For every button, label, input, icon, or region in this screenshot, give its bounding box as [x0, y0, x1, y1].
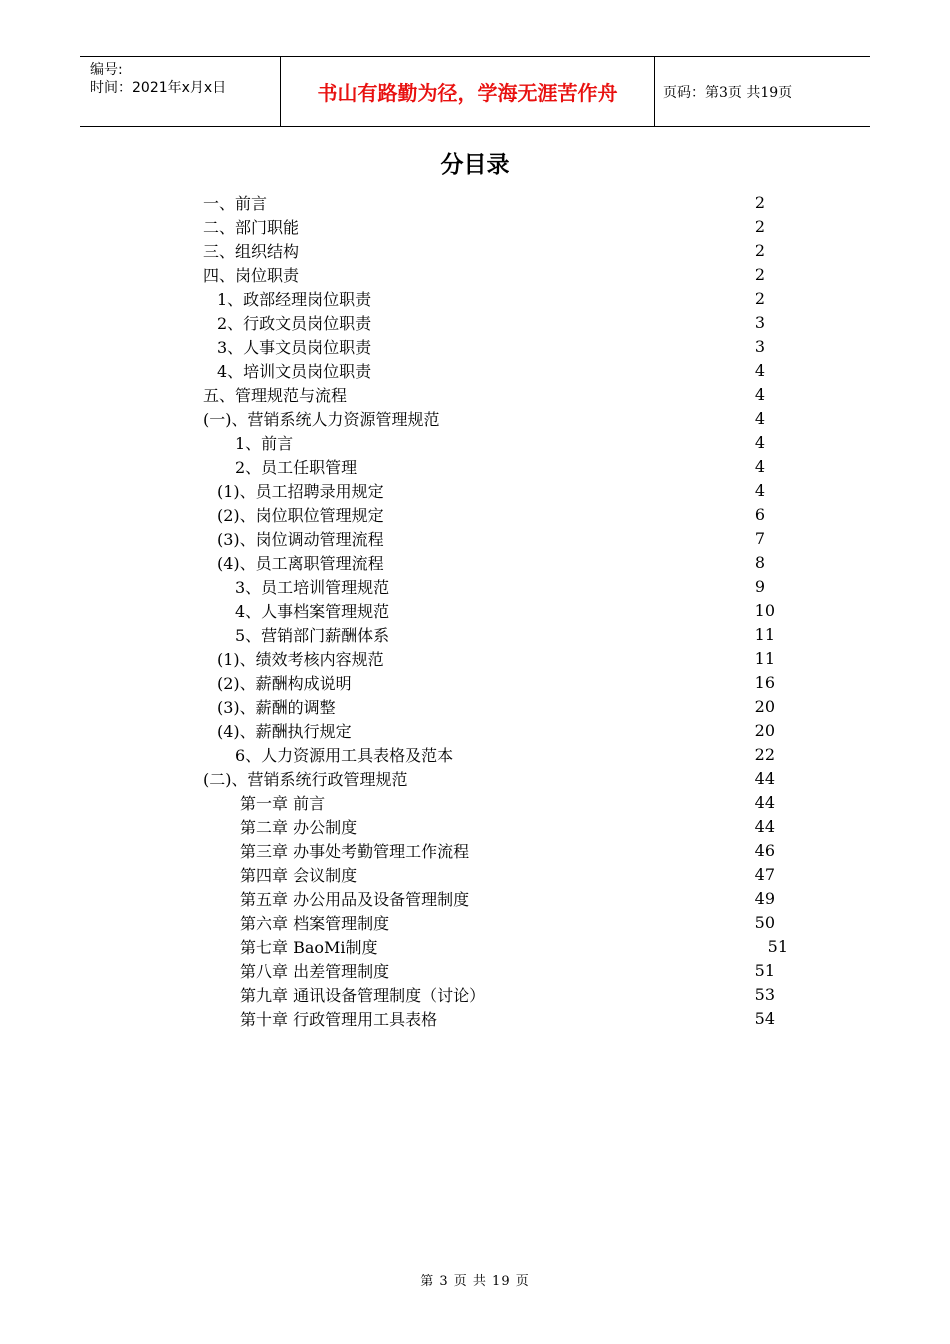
- toc-entry-page: 20: [754, 696, 775, 716]
- toc-entry-label: 1、政部经理岗位职责: [217, 289, 372, 309]
- toc-entry-page: 4: [754, 384, 765, 404]
- toc-entry-label: 第三章 办事处考勤管理工作流程: [240, 841, 470, 861]
- toc-leader-dots: [401, 502, 754, 526]
- toc-entry: [217, 358, 765, 382]
- toc-entry-page: 3: [754, 312, 765, 332]
- toc-leader-dots: [401, 550, 754, 574]
- toc-entry-label: (1)、员工招聘录用规定: [217, 481, 384, 501]
- toc-entry-page: 7: [754, 528, 765, 548]
- document-date: 时间：2021年x月x日: [90, 80, 227, 96]
- toc-leader-dots: [406, 574, 754, 598]
- toc-entry: [240, 790, 775, 814]
- toc-entry-label: 三、组织结构: [203, 241, 300, 261]
- toc-entry-page: 4: [754, 408, 765, 428]
- toc-entry: [240, 1006, 775, 1030]
- toc-entry-page: 54: [754, 1008, 775, 1028]
- toc-leader-dots: [470, 838, 754, 862]
- toc-entry-label: 第八章 出差管理制度: [240, 961, 390, 981]
- toc-entry: [235, 454, 765, 478]
- toc-entry: [235, 598, 775, 622]
- toc-leader-dots: [358, 862, 754, 886]
- toc-entry-label: 五、管理规范与流程: [203, 385, 348, 405]
- toc-entry-page: 49: [754, 888, 775, 908]
- toc-entry-page: 44: [754, 768, 775, 788]
- toc-entry-label: (一)、营销系统人力资源管理规范: [203, 409, 440, 429]
- toc-leader-dots: [369, 670, 754, 694]
- toc-entry: [240, 910, 775, 934]
- toc-leader-dots: [388, 334, 754, 358]
- toc-entry-label: 3、人事文员岗位职责: [217, 337, 372, 357]
- toc-entry: [217, 694, 775, 718]
- toc-leader-dots: [268, 190, 754, 214]
- toc-entry: [240, 814, 775, 838]
- toc-entry: [240, 934, 788, 958]
- toc-entry: [217, 646, 775, 670]
- toc-entry-label: 一、前言: [203, 193, 268, 213]
- toc-leader-dots: [300, 262, 754, 286]
- toc-leader-dots: [300, 214, 754, 238]
- toc-leader-dots: [406, 598, 753, 622]
- toc-entry-page: 53: [754, 984, 775, 1004]
- toc-entry-page: 11: [754, 624, 775, 644]
- toc-entry-label: 第六章 档案管理制度: [240, 913, 390, 933]
- toc-entry: [203, 214, 765, 238]
- toc-entry: [235, 574, 765, 598]
- toc-leader-dots: [486, 982, 754, 1006]
- toc-entry-page: 4: [754, 360, 765, 380]
- toc-entry-page: 2: [754, 216, 765, 236]
- toc-entry: [217, 550, 765, 574]
- toc-entry-label: 第十章 行政管理用工具表格: [240, 1009, 438, 1029]
- toc-entry-label: (二)、营销系统行政管理规范: [203, 769, 408, 789]
- toc-entry-page: 51: [767, 936, 788, 956]
- toc-entry-label: (4)、薪酬执行规定: [217, 721, 352, 741]
- toc-entry-label: 第九章 通讯设备管理制度（讨论）: [240, 985, 486, 1005]
- toc-leader-dots: [438, 1006, 754, 1030]
- toc-entry: [217, 286, 765, 310]
- toc-entry-page: 2: [754, 240, 765, 260]
- toc-entry: [235, 622, 775, 646]
- toc-entry-label: 6、人力资源用工具表格及范本: [235, 745, 454, 765]
- toc-leader-dots: [401, 526, 754, 550]
- toc-leader-dots: [388, 286, 754, 310]
- toc-entry-page: 8: [754, 552, 765, 572]
- toc-leader-dots: [310, 430, 754, 454]
- toc-entry-page: 16: [754, 672, 775, 692]
- page-footer: 第 3 页 共 19 页: [420, 1274, 530, 1289]
- toc-leader-dots: [388, 310, 754, 334]
- toc-leader-dots: [470, 886, 754, 910]
- toc-entry: [217, 310, 765, 334]
- toc-entry-page: 47: [754, 864, 775, 884]
- toc-entry-page: 4: [754, 432, 765, 452]
- toc-entry-page: 10: [754, 600, 775, 620]
- page-header: [80, 56, 870, 127]
- toc-entry: [217, 502, 765, 526]
- toc-entry-label: 1、前言: [235, 433, 294, 453]
- toc-entry-page: 46: [754, 840, 775, 860]
- toc-entry-label: 5、营销部门薪酬体系: [235, 625, 390, 645]
- toc-leader-dots: [401, 646, 754, 670]
- toc-entry-page: 2: [754, 192, 765, 212]
- toc-entry-label: 2、行政文员岗位职责: [217, 313, 372, 333]
- toc-entry: [217, 718, 775, 742]
- toc-entry-page: 9: [754, 576, 765, 596]
- header-page-info: 页码：第3页 共19页: [663, 84, 793, 101]
- toc-leader-dots: [369, 718, 754, 742]
- toc-entry-label: (2)、岗位职位管理规定: [217, 505, 384, 525]
- header-left: [80, 57, 281, 126]
- toc-entry: [240, 958, 775, 982]
- toc-leader-dots: [374, 454, 754, 478]
- toc-entry-page: 11: [754, 648, 775, 668]
- toc-entry: [235, 742, 775, 766]
- toc-entry-label: 4、培训文员岗位职责: [217, 361, 372, 381]
- toc-entry-label: (2)、薪酬构成说明: [217, 673, 352, 693]
- toc-entry-label: 第二章 办公制度: [240, 817, 358, 837]
- toc-leader-dots: [353, 694, 754, 718]
- header-motto: 书山有路勤为径，学海无涯苦作舟: [281, 57, 655, 126]
- toc-leader-dots: [358, 814, 754, 838]
- toc-entry-label: 第五章 办公用品及设备管理制度: [240, 889, 470, 909]
- toc-entry: [217, 670, 775, 694]
- toc-entry-page: 2: [754, 264, 765, 284]
- toc-entry: [240, 838, 775, 862]
- toc-leader-dots: [406, 622, 753, 646]
- toc-entry-page: 4: [754, 480, 765, 500]
- toc-entry-page: 50: [754, 912, 775, 932]
- toc-entry-page: 44: [754, 816, 775, 836]
- toc-entry-page: 6: [754, 504, 765, 524]
- toc-entry-label: (3)、薪酬的调整: [217, 697, 336, 717]
- toc-leader-dots: [409, 766, 754, 790]
- toc-entry: [203, 238, 765, 262]
- toc-leader-dots: [348, 382, 754, 406]
- toc-leader-dots: [300, 238, 754, 262]
- toc-entry-label: 四、岗位职责: [203, 265, 300, 285]
- toc-entry-page: 51: [754, 960, 775, 980]
- toc-entry: [217, 478, 765, 502]
- toc-entry-label: 二、部门职能: [203, 217, 300, 237]
- toc-entry-page: 22: [754, 744, 775, 764]
- toc-leader-dots: [390, 910, 754, 934]
- toc-leader-dots: [388, 358, 754, 382]
- page-title: 分目录: [440, 152, 510, 178]
- toc-entry-label: 第一章 前言: [240, 793, 326, 813]
- toc-entry-page: 2: [754, 288, 765, 308]
- toc-leader-dots: [470, 742, 753, 766]
- toc-entry-label: 4、人事档案管理规范: [235, 601, 390, 621]
- toc-entry-page: 3: [754, 336, 765, 356]
- toc-entry-page: 20: [754, 720, 775, 740]
- toc-entry-page: 44: [754, 792, 775, 812]
- toc-entry-label: (3)、岗位调动管理流程: [217, 529, 384, 549]
- toc-entry: [240, 862, 775, 886]
- toc-entry-label: 2、员工任职管理: [235, 457, 358, 477]
- toc-leader-dots: [401, 478, 754, 502]
- toc-entry: [203, 382, 765, 406]
- toc-entry-label: (4)、员工离职管理流程: [217, 553, 384, 573]
- toc-leader-dots: [390, 958, 754, 982]
- toc-entry: [203, 190, 765, 214]
- toc-entry: [240, 886, 775, 910]
- toc-leader-dots: [379, 934, 767, 958]
- toc-entry-label: 第四章 会议制度: [240, 865, 358, 885]
- toc-entry-label: (1)、绩效考核内容规范: [217, 649, 384, 669]
- toc-entry-label: 第七章 BaoMi制度: [240, 937, 378, 957]
- document-number-label: 编号:: [90, 62, 123, 78]
- toc-entry: [203, 262, 765, 286]
- toc-entry: [203, 766, 775, 790]
- toc-entry-label: 3、员工培训管理规范: [235, 577, 390, 597]
- toc-entry: [217, 334, 765, 358]
- toc-entry-page: 4: [754, 456, 765, 476]
- toc-entry: [240, 982, 775, 1006]
- toc-leader-dots: [326, 790, 754, 814]
- toc-leader-dots: [441, 406, 754, 430]
- toc-entry: [203, 406, 765, 430]
- toc-entry: [217, 526, 765, 550]
- toc-entry: [235, 430, 765, 454]
